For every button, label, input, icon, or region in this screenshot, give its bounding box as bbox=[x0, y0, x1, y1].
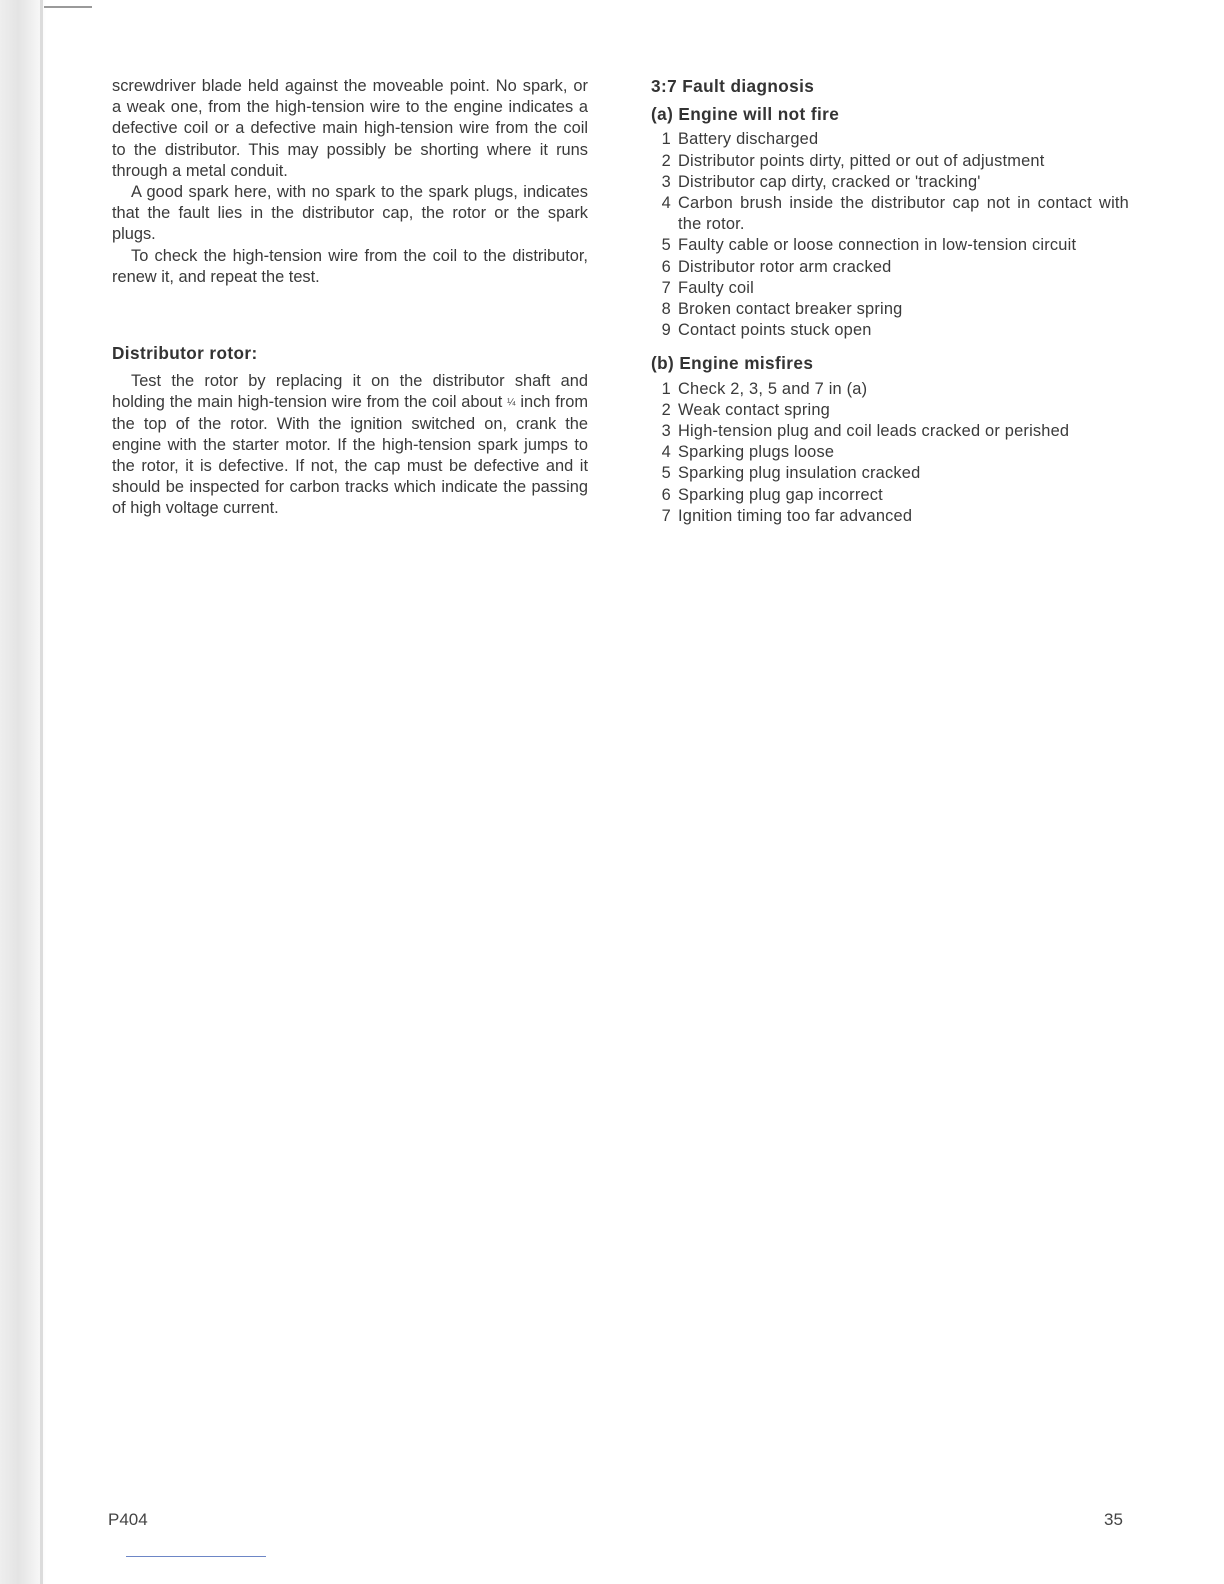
list-item bbox=[651, 400, 1129, 421]
item-number: 4 bbox=[661, 194, 671, 213]
item-number: 2 bbox=[661, 151, 671, 170]
item-number: 7 bbox=[661, 278, 671, 297]
item-text: Check 2, 3, 5 and 7 in (a) bbox=[678, 379, 868, 398]
list-item bbox=[651, 421, 1129, 442]
right-column bbox=[651, 76, 1129, 527]
list-item bbox=[651, 235, 1129, 256]
item-text: Faulty cable or loose connection in low-tension circuit bbox=[678, 236, 1077, 255]
rotor-text-end: inch from the top of the rotor. With the ignition switched on, crank the engine with the starter motor. If the high-tension spark jumps to the rotor, it is defective. If not, the cap must be defective and it should be inspected for carbon tracks which indicate the passing of high voltage current. bbox=[112, 393, 589, 518]
item-number: 6 bbox=[661, 485, 671, 504]
footer-rule bbox=[126, 1556, 266, 1557]
engine-will-not-fire-list bbox=[651, 129, 1129, 341]
distributor-rotor-heading: Distributor rotor: bbox=[112, 343, 258, 364]
item-number: 3 bbox=[661, 172, 671, 191]
list-item bbox=[651, 485, 1129, 506]
item-number: 8 bbox=[661, 300, 671, 319]
item-text: Contact points stuck open bbox=[678, 321, 872, 340]
fraction-quarter: ¼ bbox=[507, 397, 516, 409]
binding-edge bbox=[40, 0, 43, 1584]
item-number: 5 bbox=[661, 464, 671, 483]
engine-misfires-heading: (b) Engine misfires bbox=[651, 353, 814, 374]
rotor-text-start: Test the rotor by replacing it on the distributor shaft and holding the main high-tension wire from the coil about bbox=[112, 372, 588, 412]
left-column bbox=[112, 76, 588, 520]
item-text: Sparking plug gap incorrect bbox=[678, 485, 883, 504]
item-number: 7 bbox=[661, 506, 671, 525]
list-item bbox=[651, 129, 1129, 150]
list-item bbox=[651, 299, 1129, 320]
list-item bbox=[651, 193, 1129, 235]
engine-will-not-fire-heading: (a) Engine will not fire bbox=[651, 104, 840, 125]
list-item bbox=[651, 506, 1129, 527]
list-item bbox=[651, 257, 1129, 278]
item-text: Ignition timing too far advanced bbox=[678, 506, 913, 525]
engine-misfires-list bbox=[651, 379, 1129, 527]
item-number: 2 bbox=[661, 400, 671, 419]
item-number: 3 bbox=[661, 422, 671, 441]
item-text: Faulty coil bbox=[678, 278, 754, 297]
item-number: 1 bbox=[661, 130, 671, 149]
item-number: 5 bbox=[661, 236, 671, 255]
item-number: 4 bbox=[661, 443, 671, 462]
list-item bbox=[651, 379, 1129, 400]
paragraph-good-spark: A good spark here, with no spark to the spark plugs, indicates that the fault lies in the distributor cap, the rotor or the spark plugs. bbox=[112, 183, 588, 244]
page-number: 35 bbox=[1104, 1510, 1123, 1529]
list-item bbox=[651, 172, 1129, 193]
paragraph-check-wire: To check the high-tension wire from the coil to the distributor, renew it, and repeat the test. bbox=[112, 246, 588, 286]
corner-mark bbox=[44, 6, 92, 8]
list-item bbox=[651, 278, 1129, 299]
paragraph-coil-test: screwdriver blade held against the moveable point. No spark, or a weak one, from the high-tension wire to the engine indicates a defective coil or a defective main high-tension wire from the coil to the distributor. This may possibly be shorting where it runs through a metal conduit. bbox=[112, 77, 588, 180]
item-text: Weak contact spring bbox=[678, 400, 830, 419]
item-text: High-tension plug and coil leads cracked or perished bbox=[678, 422, 1070, 441]
list-item bbox=[651, 463, 1129, 484]
item-number: 1 bbox=[661, 379, 671, 398]
item-text: Carbon brush inside the distributor cap not in contact with the rotor. bbox=[678, 194, 1129, 234]
item-text: Distributor cap dirty, cracked or 'tracking' bbox=[678, 172, 981, 191]
item-text: Battery discharged bbox=[678, 130, 819, 149]
footer-code: P404 bbox=[108, 1510, 148, 1529]
item-number: 9 bbox=[661, 321, 671, 340]
item-number: 6 bbox=[661, 257, 671, 276]
list-item bbox=[651, 151, 1129, 172]
item-text: Broken contact breaker spring bbox=[678, 300, 903, 319]
item-text: Sparking plugs loose bbox=[678, 443, 835, 462]
list-item bbox=[651, 442, 1129, 463]
item-text: Distributor rotor arm cracked bbox=[678, 257, 892, 276]
item-text: Distributor points dirty, pitted or out of adjustment bbox=[678, 151, 1045, 170]
list-item bbox=[651, 320, 1129, 341]
item-text: Sparking plug insulation cracked bbox=[678, 464, 921, 483]
paragraph-rotor-test bbox=[112, 371, 588, 519]
fault-diagnosis-title: 3:7 Fault diagnosis bbox=[651, 76, 815, 96]
